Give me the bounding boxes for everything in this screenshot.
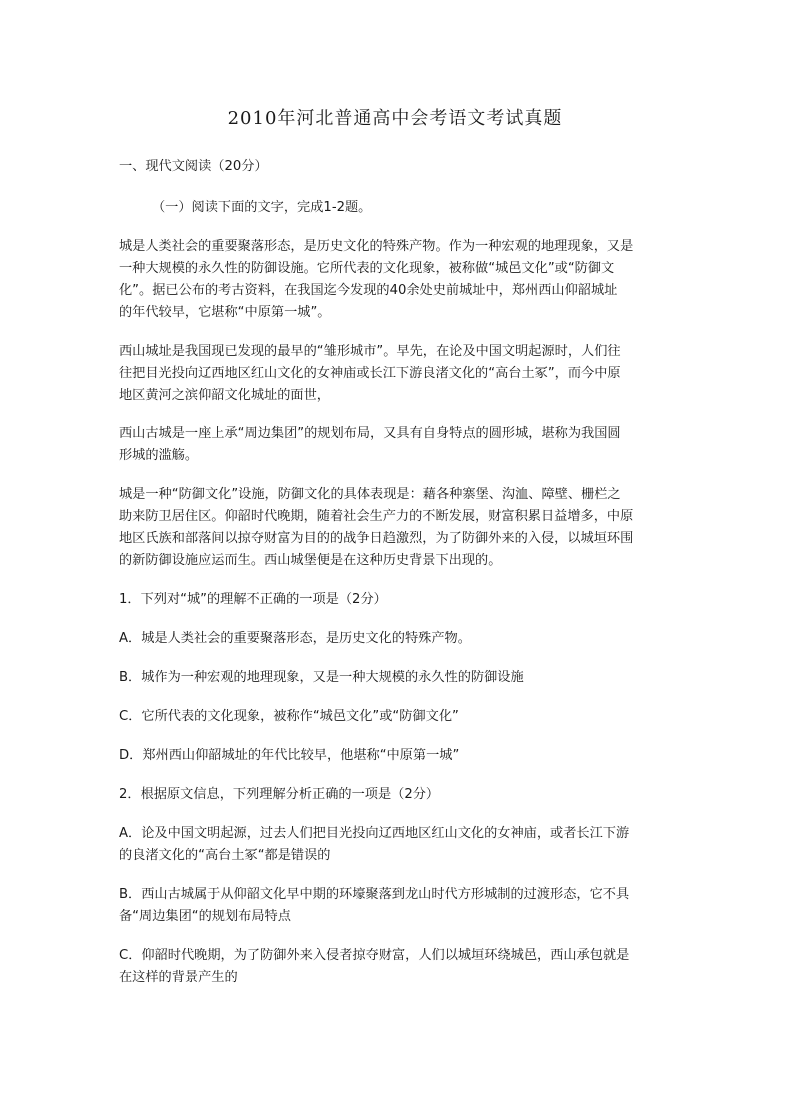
paragraph-3-line-2: 形城的滥觞。 (119, 448, 199, 463)
subsection-heading: （一）阅读下面的文字，完成1-2题。 (152, 200, 372, 215)
paragraph-4-line-1: 城是一种“防御文化”设施，防御文化的具体表现是：藉各种寨堡、沟洫、障壁、栅栏之 (119, 487, 621, 502)
question-2-option-c-line-1: C．仰韶时代晚期，为了防御外来入侵者掠夺财富，人们以城垣环绕城邑，西山承包就是 (119, 948, 630, 963)
document-title: 2010年河北普通高中会考语文考试真题 (227, 108, 563, 129)
question-2-option-a-line-2: 的良渚文化的“高台土冢“都是错误的 (119, 848, 331, 863)
paragraph-1-line-2: 一种大规模的永久性的防御设施。它所代表的文化现象，被称做“城邑文化”或“防御文 (119, 261, 615, 276)
question-2-option-a-line-1: A．论及中国文明起源，过去人们把目光投向辽西地区红山文化的女神庙，或者长江下游 (119, 826, 630, 841)
paragraph-4-line-4: 的新防御设施应运而生。西山城堡便是在这种历史背景下出现的。 (119, 553, 502, 568)
paragraph-2-line-1: 西山城址是我国现已发现的最早的“雏形城市”。早先，在论及中国文明起源时，人们往 (119, 344, 621, 359)
paragraph-1-line-1: 城是人类社会的重要聚落形态，是历史文化的特殊产物。作为一种宏观的地理现象，又是 (119, 239, 634, 254)
question-1-option-b: B．城作为一种宏观的地理现象，又是一种大规模的永久性的防御设施 (119, 670, 524, 685)
question-2-option-b-line-2: 备“周边集团“的规划布局特点 (119, 909, 291, 924)
paragraph-1-line-4: 的年代较早，它堪称“中原第一城”。 (119, 305, 331, 320)
question-1-option-d: D．郑州西山仰韶城址的年代比较早，他堪称“中原第一城” (119, 748, 460, 763)
question-1-option-c: C．它所代表的文化现象，被称作“城邑文化”或“防御文化” (119, 709, 459, 724)
paragraph-3-line-1: 西山古城是一座上承“周边集团”的规划布局，又具有自身特点的圆形城，堪称为我国圆 (119, 426, 621, 441)
question-2-option-b-line-1: B．西山古城属于从仰韶文化早中期的环壕聚落到龙山时代方形城制的过渡形态，它不具 (119, 887, 630, 902)
section-heading: 一、现代文阅读（20分） (119, 159, 268, 174)
paragraph-2-line-3: 地区黄河之滨仰韶文化城址的面世， (119, 388, 330, 403)
paragraph-4-line-3: 地区氏族和部落间以掠夺财富为目的的战争日趋激烈，为了防御外来的入侵，以城垣环围 (119, 531, 634, 546)
paragraph-1-line-3: 化”。据已公布的考古资料，在我国迄今发现的40余处史前城址中，郑州西山仰韶城址 (119, 283, 618, 298)
paragraph-2-line-2: 往把目光投向辽西地区红山文化的女神庙或长江下游良渚文化的“高台土冢”，而今中原 (119, 366, 621, 381)
question-2-stem: 2．根据原文信息，下列理解分析正确的一项是（2分） (119, 787, 440, 802)
paragraph-4-line-2: 助来防卫居住区。仰韶时代晚期，随着社会生产力的不断发展，财富积累日益增多，中原 (119, 509, 634, 524)
question-2-option-c-line-2: 在这样的背景产生的 (119, 970, 238, 985)
question-1-option-a: A．城是人类社会的重要聚落形态，是历史文化的特殊产物。 (119, 631, 471, 646)
question-1-stem: 1．下列对“城”的理解不正确的一项是（2分） (119, 592, 387, 607)
